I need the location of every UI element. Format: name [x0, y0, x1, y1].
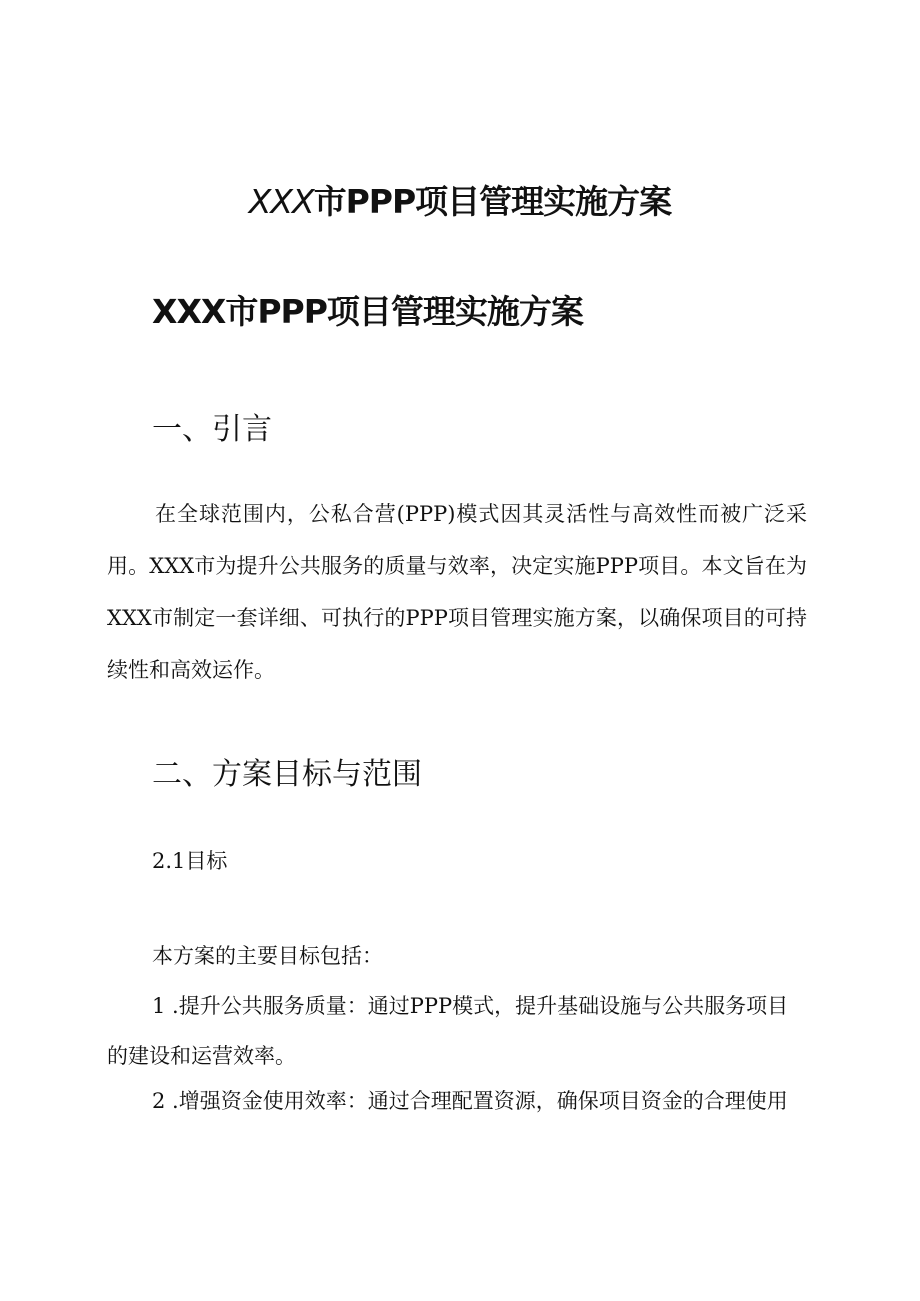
document-title	[0, 176, 920, 223]
objective-item-2-line-1: 2 .增强资金使用效率：通过合理配置资源，确保项目资金的合理使用	[152, 1089, 788, 1113]
objective-item-1-line-1: 1 .提升公共服务质量：通过PPP模式，提升基础设施与公共服务项目	[152, 994, 789, 1018]
section-2-1-heading: 2.1目标	[152, 849, 228, 873]
objectives-intro: 本方案的主要目标包括：	[152, 944, 383, 968]
section-1-paragraph: 在全球范围内，公私合营(PPP)模式因其灵活性与高效性而被广泛采用。XXX市为提升公共服务的质量与效率，决定实施PPP项目。本文旨在为XXX市制定一套详细、可执行的PPP项目管理实施方案，以确保项目的可持续性和高效运作。	[107, 502, 807, 682]
section-2-heading: 二、方案目标与范围	[152, 757, 422, 792]
section-1-heading: 一、引言	[152, 412, 272, 447]
objective-item-1-line-2: 的建设和运营效率。	[107, 1044, 296, 1068]
document-title-italic: XXX	[248, 182, 314, 221]
document-title-rest: 市PPP项目管理实施方案	[313, 182, 672, 221]
document-subtitle: XXX市PPP项目管理实施方案	[152, 292, 583, 331]
